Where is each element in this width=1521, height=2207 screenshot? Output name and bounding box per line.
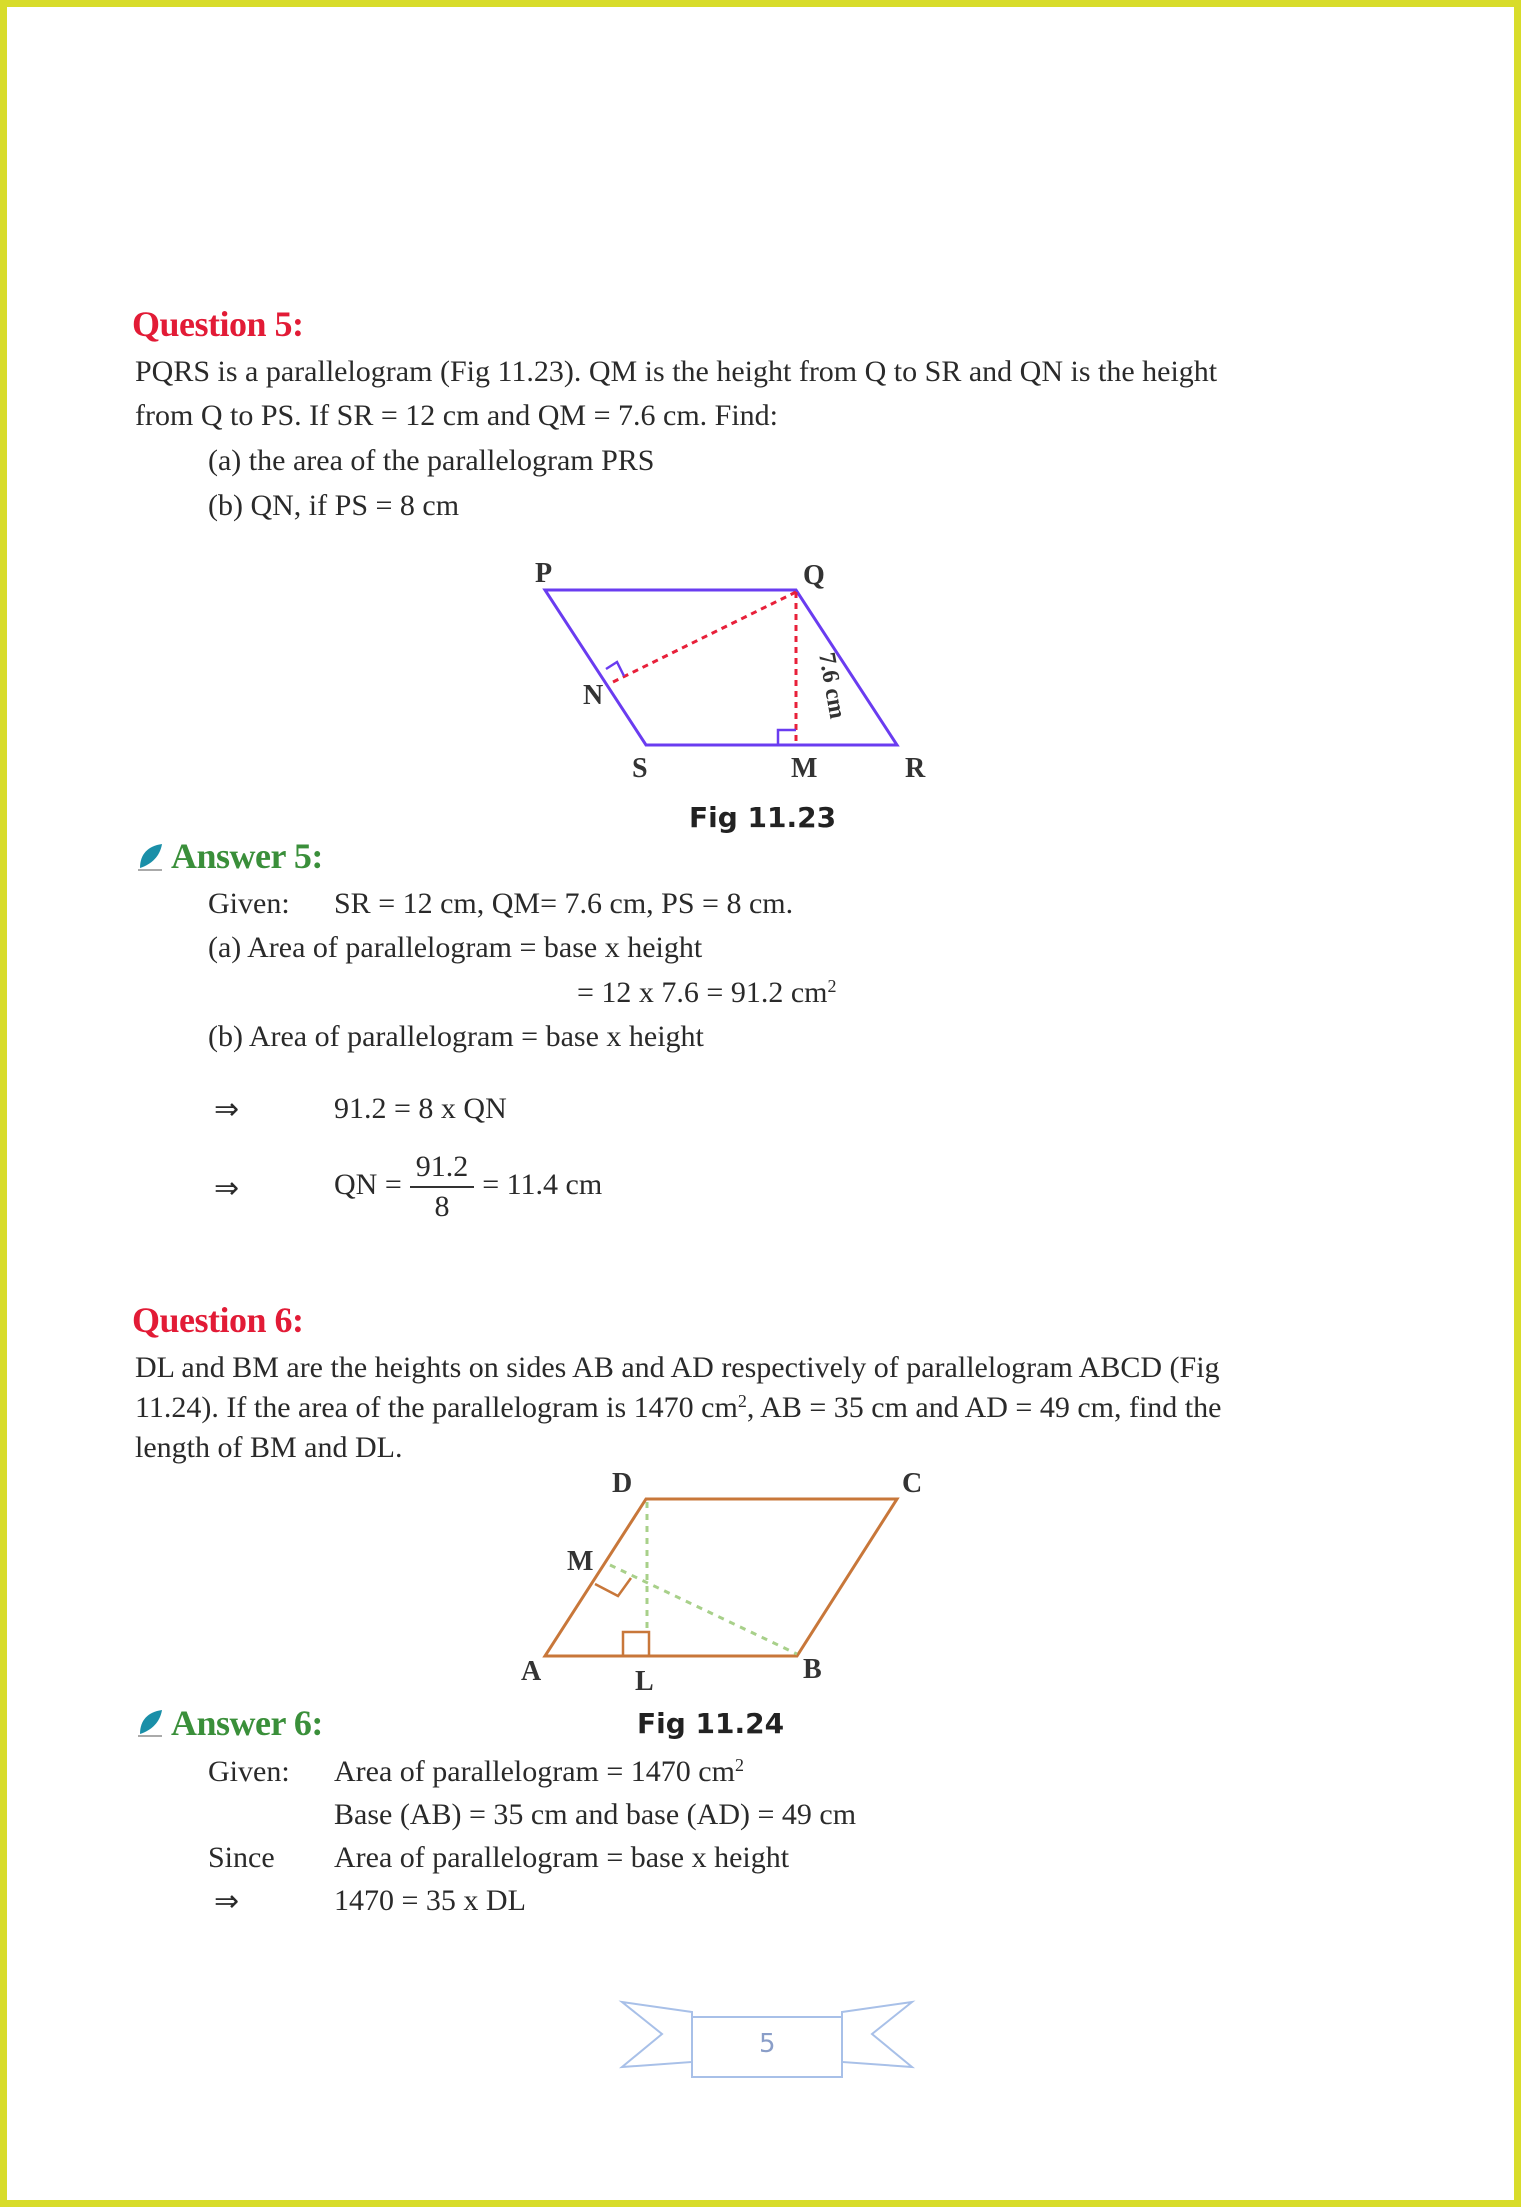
figure-11-23-parallelogram-pqrs (507, 552, 957, 782)
point-label-m: M (567, 1546, 594, 1577)
vertex-label-r: R (905, 753, 926, 782)
answer-6-given-label: Given: (208, 1755, 290, 1788)
question-6-heading: Question 6: (132, 1300, 304, 1340)
answer-5-b-line-1: (b) Area of parallelogram = base x height (208, 1020, 704, 1053)
point-label-l: L (635, 1666, 654, 1692)
answer-5-step-1: 91.2 = 8 x QN (334, 1092, 507, 1125)
figure-11-23-caption: Fig 11.23 (689, 801, 837, 834)
answer-5-given-label: Given: (208, 887, 290, 920)
question-6-line-3: length of BM and DL. (135, 1431, 403, 1464)
answer-5-given-value: SR = 12 cm, QM= 7.6 cm, PS = 8 cm. (334, 887, 794, 920)
fraction: $\frac{91.2}{8}$ (410, 1150, 475, 1224)
vertex-label-d: D (612, 1468, 633, 1499)
question-6-line-1: DL and BM are the heights on sides AB and AD respectively of parallelogram ABCD (Fig (135, 1351, 1220, 1384)
answer-5-step-2: QN = $\frac{91.2}{8}$ = 11.4 cm (334, 1150, 603, 1223)
document-page (7, 7, 1514, 2200)
question-6-line-2: 11.24). If the area of the parallelogram is 1470 $cm^2$, AB = 35 cm and AD = 49 cm, find the (135, 1391, 1222, 1424)
answer-6-since-value: Area of parallelogram = base x height (334, 1841, 790, 1874)
question-5-line-2: from Q to PS. If SR = 12 cm and QM = 7.6 cm. Find: (135, 399, 779, 432)
implies-symbol: ⇒ (214, 1172, 240, 1205)
vertex-label-p: P (535, 558, 553, 589)
logo-icon (132, 1706, 166, 1740)
question-5-part-a: (a) the area of the parallelogram PRS (208, 444, 655, 477)
answer-5-a-line-2: = 12 x 7.6 = 91.2 $cm^2$ (577, 976, 837, 1009)
point-label-m: M (791, 753, 818, 782)
answer-6-step-1: 1470 = 35 x DL (334, 1884, 526, 1917)
answer-5-a-line-1: (a) Area of parallelogram = base x height (208, 931, 703, 964)
vertex-label-q: Q (803, 560, 825, 591)
answer-6-given-line-1: Area of parallelogram = 1470 $cm^2$ (334, 1755, 744, 1788)
point-label-n: N (583, 680, 604, 711)
height-measure-label: 7.6 cm (813, 650, 851, 721)
answer-6-since-label: Since (208, 1841, 275, 1874)
figure-11-24-parallelogram-abcd (507, 1462, 957, 1692)
answer-6-heading: Answer 6: (171, 1703, 323, 1743)
question-5-part-b: (b) QN, if PS = 8 cm (208, 489, 460, 522)
implies-symbol: ⇒ (214, 1093, 240, 1126)
vertex-label-b: B (803, 1654, 822, 1685)
vertex-label-c: C (902, 1468, 923, 1499)
vertex-label-a: A (521, 1656, 542, 1687)
logo-icon (132, 840, 166, 874)
answer-5-heading: Answer 5: (171, 836, 323, 876)
page-number: 5 (759, 2029, 776, 2059)
answer-6-given-line-2: Base (AB) = 35 cm and base (AD) = 49 cm (334, 1798, 857, 1831)
question-5-heading: Question 5: (132, 304, 304, 344)
vertex-label-s: S (632, 753, 648, 782)
question-5-line-1: PQRS is a parallelogram (Fig 11.23). QM is the height from Q to SR and QN is the height (135, 355, 1218, 388)
implies-symbol: ⇒ (214, 1885, 240, 1918)
figure-11-24-caption: Fig 11.24 (637, 1707, 785, 1740)
